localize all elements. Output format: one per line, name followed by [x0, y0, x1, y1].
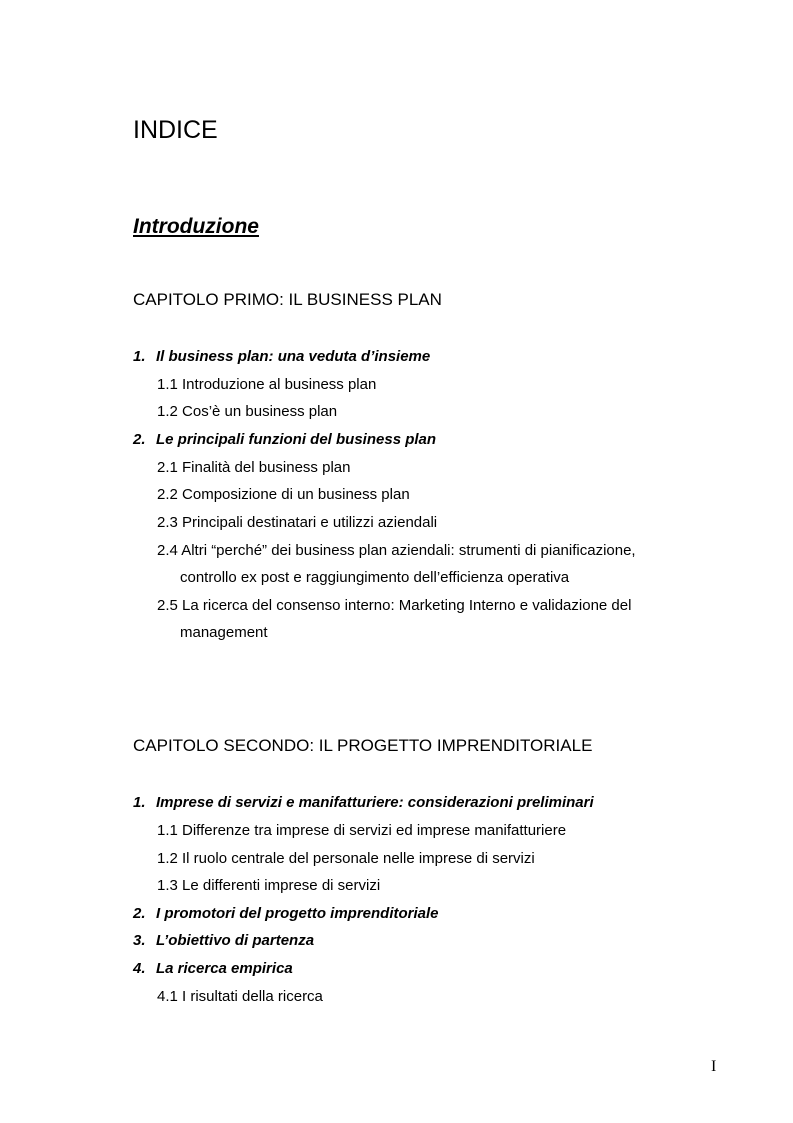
chapter-1-title: CAPITOLO PRIMO: IL BUSINESS PLAN — [133, 290, 442, 309]
toc-subsection: 2.2 Composizione di un business plan — [157, 486, 410, 503]
toc-subsection: 1.1 Differenze tra imprese di servizi ed imprese manifatturiere — [157, 822, 567, 839]
toc-subsection: 1.2 Il ruolo centrale del personale nelle imprese di servizi — [157, 850, 535, 867]
section-number: 3. — [133, 932, 146, 949]
section-number: 1. — [133, 348, 146, 365]
toc-subsection: 2.3 Principali destinatari e utilizzi aziendali — [157, 514, 438, 531]
toc-subsection: 4.1 I risultati della ricerca — [157, 988, 323, 1005]
section-title: Imprese di servizi e manifatturiere: considerazioni preliminari — [156, 794, 594, 811]
toc-subsection: 1.1 Introduzione al business plan — [157, 376, 377, 393]
toc-section — [133, 430, 436, 450]
section-title: Il business plan: una veduta d’insieme — [156, 348, 431, 365]
toc-section — [133, 793, 594, 813]
toc-subsection-continuation: controllo ex post e raggiungimento dell’efficienza operativa — [180, 569, 570, 586]
page-title: INDICE — [133, 116, 218, 144]
toc-section — [133, 347, 430, 367]
toc-section — [133, 959, 293, 979]
section-number: 2. — [133, 905, 146, 922]
toc-subsection: 1.2 Cos’è un business plan — [157, 403, 338, 420]
toc-section — [133, 931, 314, 951]
section-title: Le principali funzioni del business plan — [156, 431, 437, 448]
page-number: I — [711, 1058, 717, 1075]
section-number: 1. — [133, 794, 146, 811]
toc-subsection: 1.3 Le differenti imprese di servizi — [157, 877, 381, 894]
chapter-2-title: CAPITOLO SECONDO: IL PROGETTO IMPRENDITORIALE — [133, 736, 593, 755]
toc-subsection: 2.1 Finalità del business plan — [157, 459, 351, 476]
introduction-heading: Introduzione — [133, 215, 259, 238]
section-title: L’obiettivo di partenza — [156, 932, 315, 949]
section-number: 2. — [133, 431, 146, 448]
toc-subsection-continuation: management — [180, 624, 268, 641]
section-title: La ricerca empirica — [156, 960, 293, 977]
toc-subsection: 2.5 La ricerca del consenso interno: Marketing Interno e validazione del — [157, 597, 632, 614]
toc-section — [133, 904, 439, 924]
section-title: I promotori del progetto imprenditoriale — [156, 905, 439, 922]
toc-subsection: 2.4 Altri “perché” dei business plan aziendali: strumenti di pianificazione, — [157, 542, 636, 559]
section-number: 4. — [133, 960, 146, 977]
